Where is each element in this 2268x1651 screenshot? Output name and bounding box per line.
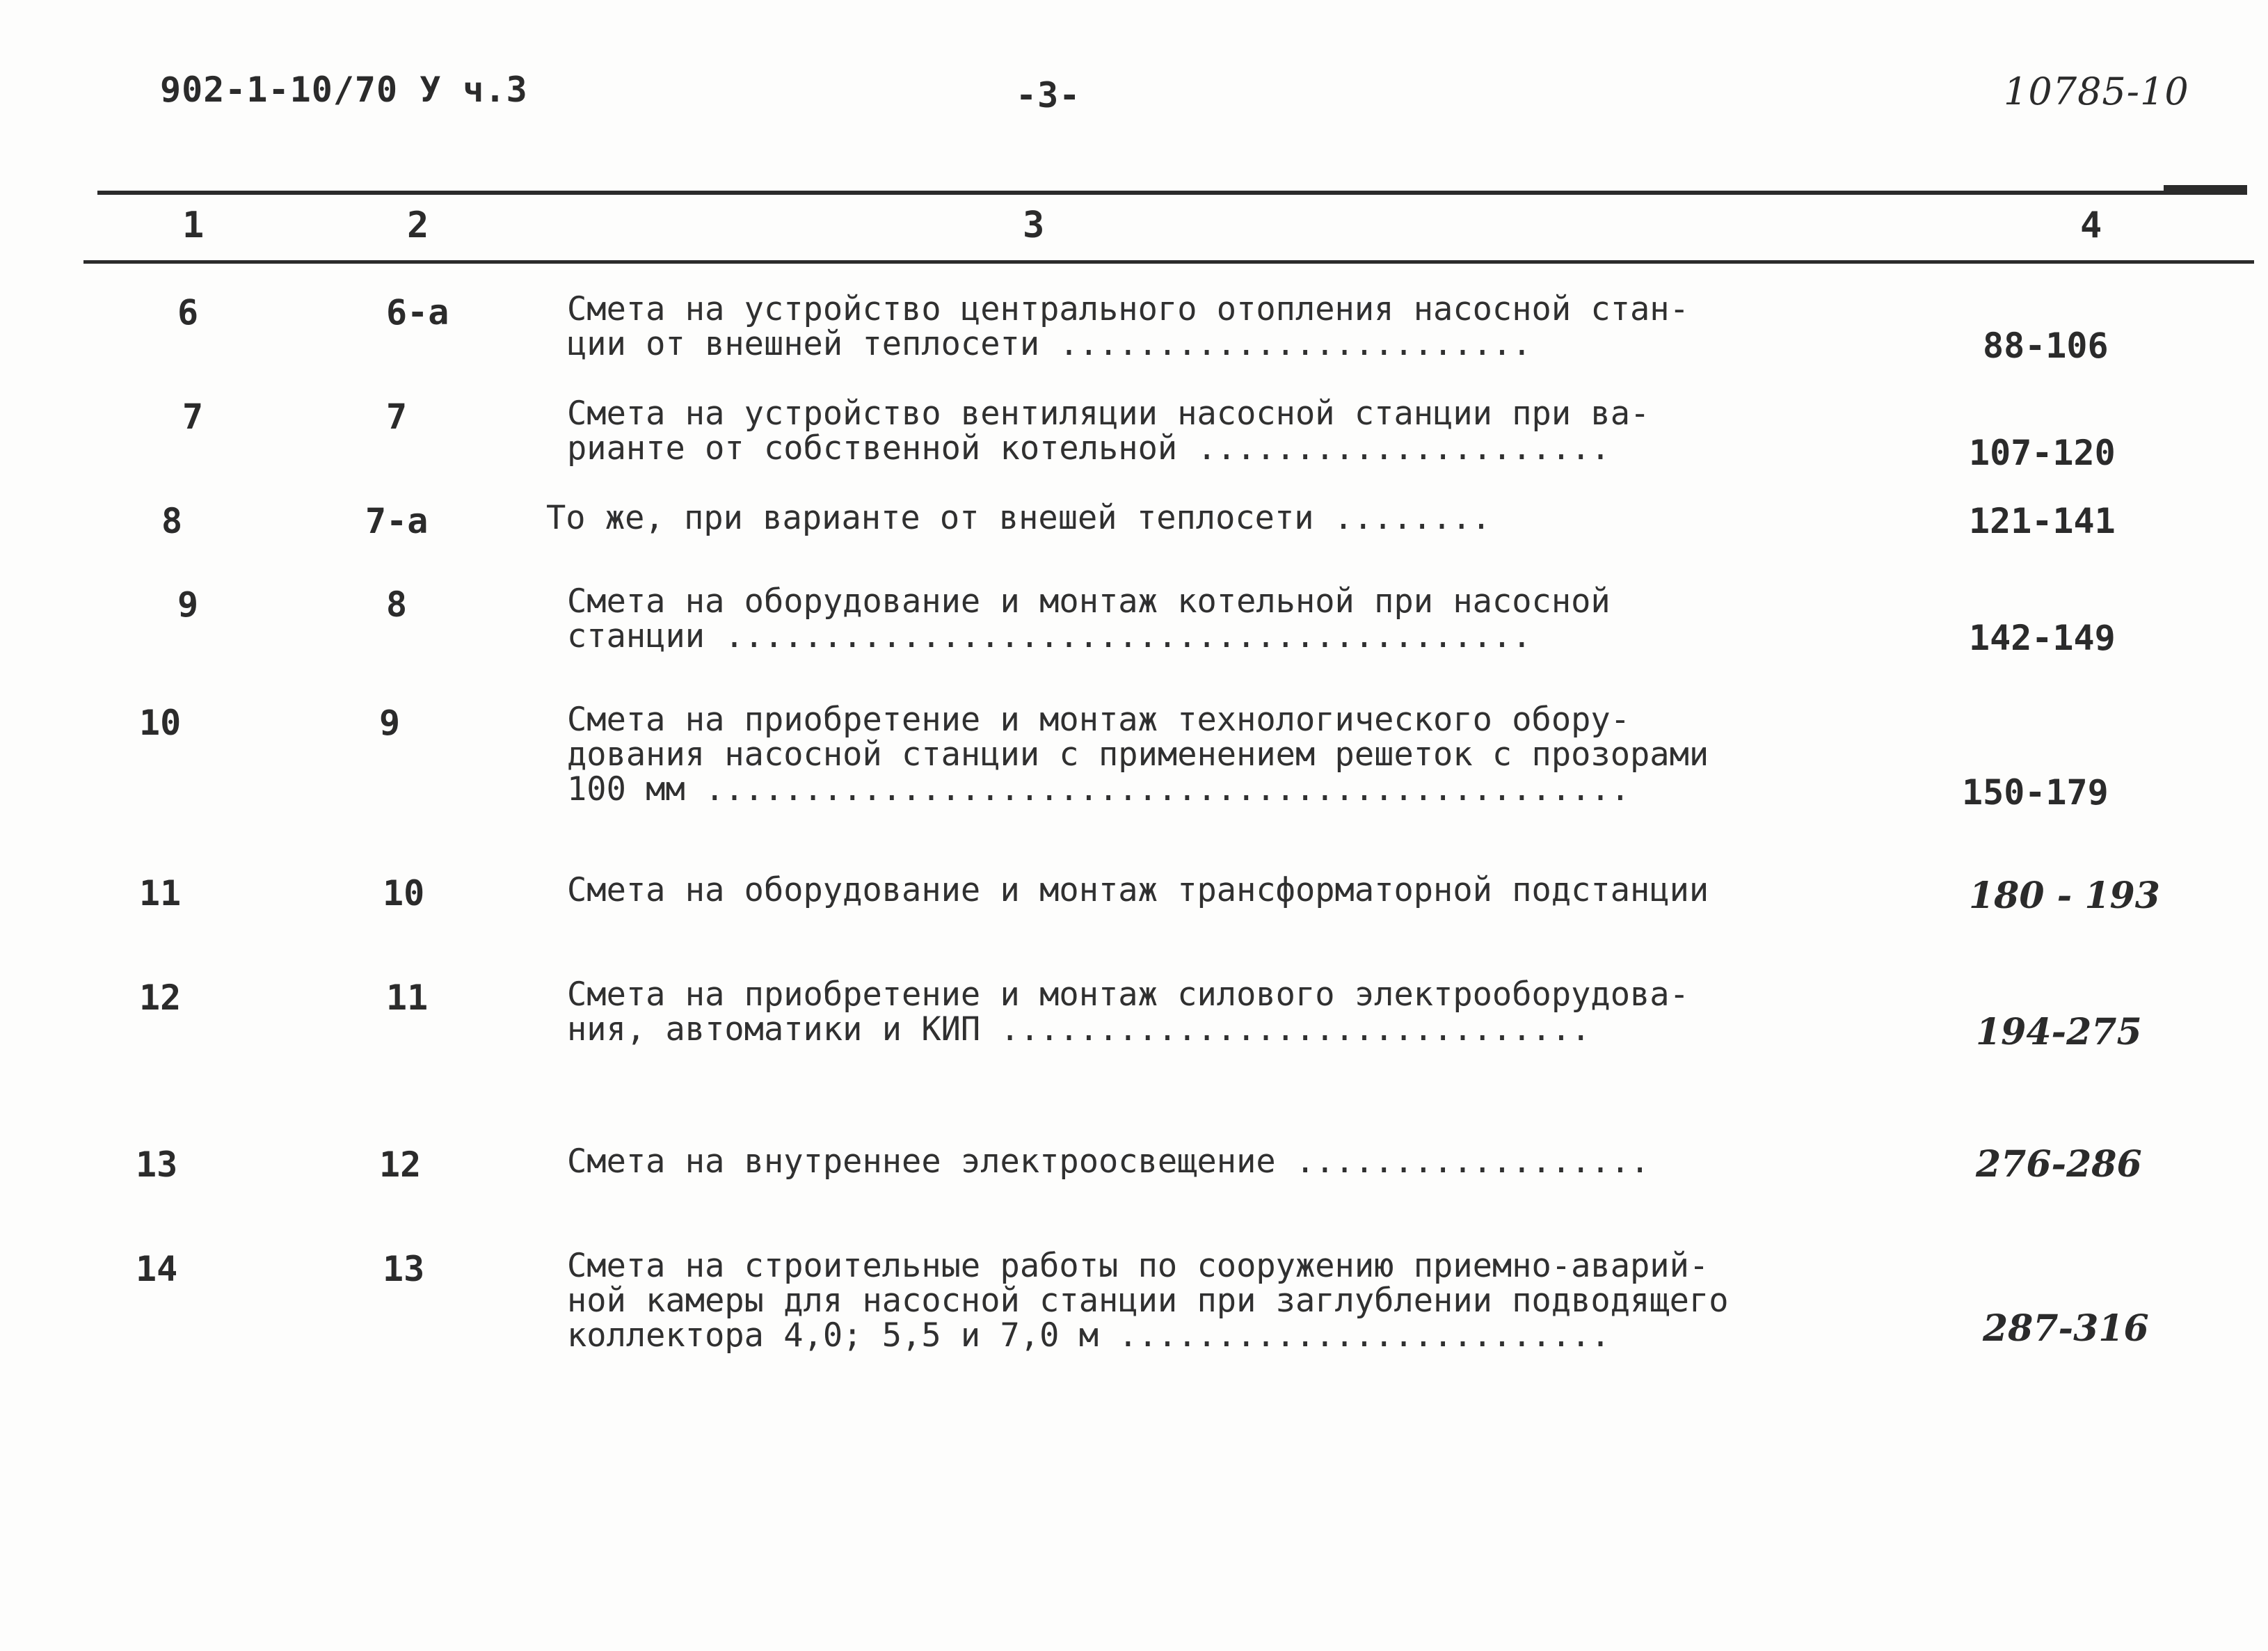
page-range: 194-275 xyxy=(1976,1011,2142,1053)
row-number: 11 xyxy=(139,873,182,914)
page-range: 107-120 xyxy=(1969,433,2116,473)
table-top-rule xyxy=(97,191,2247,195)
item-number: 8 xyxy=(386,584,408,625)
item-number: 12 xyxy=(379,1144,422,1185)
page-range: 276-286 xyxy=(1976,1143,2142,1186)
row-number: 8 xyxy=(161,501,183,541)
item-number: 11 xyxy=(386,978,429,1018)
column-header-3: 3 xyxy=(1023,205,1045,246)
item-description: Смета на оборудование и монтаж трансформаторной подстанции xyxy=(567,871,1709,909)
row-number: 7 xyxy=(182,397,204,437)
row-number: 10 xyxy=(139,703,182,743)
column-header-4: 4 xyxy=(2080,205,2102,246)
table-top-rule-accent xyxy=(2164,185,2247,191)
item-description: Смета на внутреннее электроосвещение .................. xyxy=(567,1142,1650,1181)
item-number: 6-а xyxy=(386,292,449,333)
page-number: -3- xyxy=(1016,75,1081,115)
row-number: 13 xyxy=(136,1144,178,1185)
item-number: 10 xyxy=(383,873,425,914)
project-code: 902-1-10/70 У ч.3 xyxy=(160,70,528,110)
item-description: Смета на оборудование и монтаж котельной при насосной станции ......................................... xyxy=(567,582,1611,655)
page-range: 88-106 xyxy=(1983,326,2109,366)
document-number: 10785-10 xyxy=(2004,70,2189,113)
row-number: 12 xyxy=(139,978,182,1018)
item-description: Смета на приобретение и монтаж силового электрооборудова- ния, автоматики и КИП .............................. xyxy=(567,975,1689,1048)
row-number: 9 xyxy=(177,584,199,625)
page-range: 150-179 xyxy=(1962,772,2109,813)
item-description: Смета на устройство вентиляции насосной станции при ва- рианте от собственной котельной ..................... xyxy=(567,394,1650,468)
item-number: 13 xyxy=(383,1249,425,1289)
page-range: 180 - 193 xyxy=(1969,875,2160,917)
item-number: 7 xyxy=(386,397,408,437)
row-number: 14 xyxy=(136,1249,178,1289)
page-range: 121-141 xyxy=(1969,501,2116,541)
column-header-1: 1 xyxy=(182,205,205,246)
column-header-2: 2 xyxy=(407,205,429,246)
table-header-rule xyxy=(83,260,2254,264)
item-description: Смета на строительные работы по сооружению приемно-аварий- ной камеры для насосной станции при заглублении подводящего коллектора 4,0; 5,5 и 7,0 м ......................... xyxy=(567,1247,1729,1355)
item-number: 7-а xyxy=(365,501,429,541)
item-description: Смета на устройство центрального отопления насосной стан- ции от внешней теплосети ........................ xyxy=(567,290,1689,363)
item-description: Смета на приобретение и монтаж технологического обору- дования насосной станции с применением решеток с прозорами 100 мм ............................................... xyxy=(567,701,1709,808)
row-number: 6 xyxy=(177,292,199,333)
page-range: 287-316 xyxy=(1983,1307,2149,1350)
page-range: 142-149 xyxy=(1969,618,2116,658)
item-description: То же, при варианте от внешей теплосети ........ xyxy=(546,499,1492,537)
item-number: 9 xyxy=(379,703,401,743)
